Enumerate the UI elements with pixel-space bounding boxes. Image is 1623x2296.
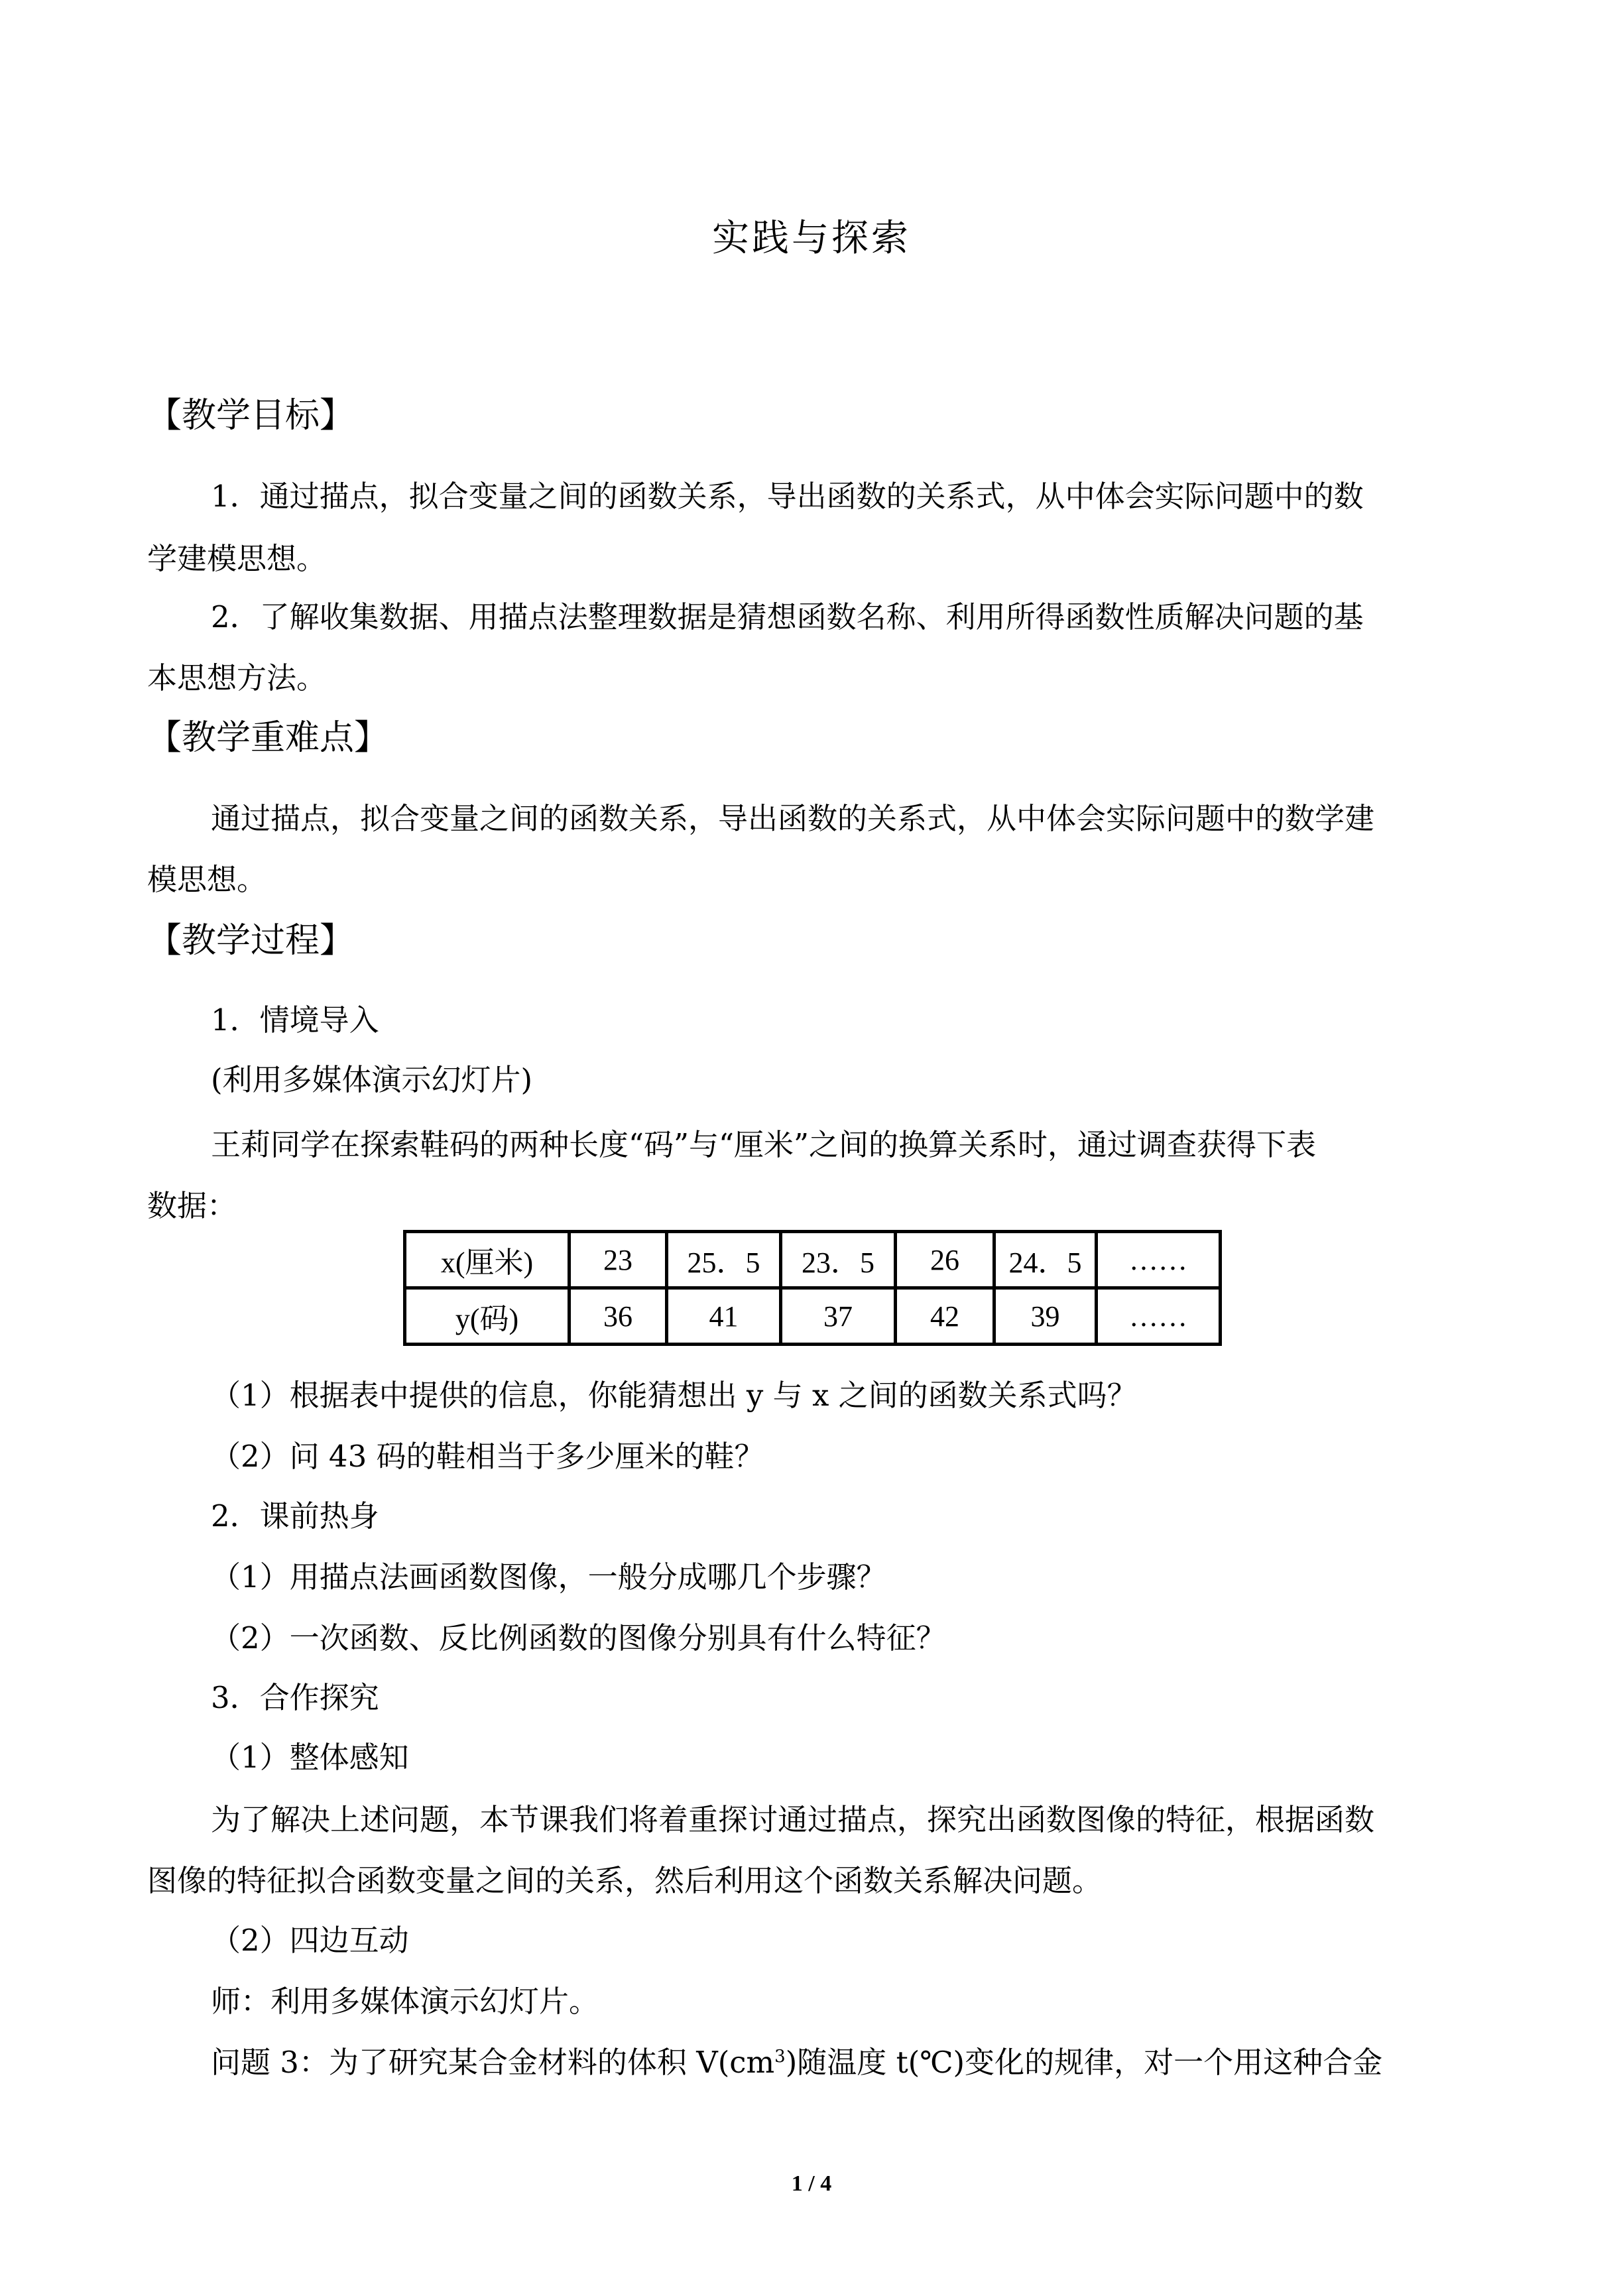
- objective-1-line1: 1．通过描点，拟合变量之间的函数关系，导出函数的关系式，从中体会实际问题中的数: [211, 479, 1364, 514]
- table-cell: 26: [896, 1232, 994, 1288]
- step3-subtitle-1: （1）整体感知: [211, 1740, 409, 1775]
- shoe-size-table: [403, 1230, 1222, 1346]
- objective-1-line2: 学建模思想。: [147, 541, 327, 576]
- heading-key-points: 【教学重难点】: [147, 718, 389, 758]
- problem-3-text: [211, 2038, 1477, 2087]
- table-cell: 37: [781, 1288, 896, 1345]
- table-header-y: y(码): [405, 1288, 570, 1345]
- key-points-line1: 通过描点，拟合变量之间的函数关系，导出函数的关系式，从中体会实际问题中的数学建: [211, 801, 1375, 836]
- table-cell: 25．5: [667, 1232, 781, 1288]
- heading-objectives: 【教学目标】: [147, 396, 355, 436]
- document-title: 实践与探索: [712, 217, 911, 260]
- step2-question-2: （2）一次函数、反比例函数的图像分别具有什么特征？: [211, 1620, 946, 1656]
- table-cell: 42: [896, 1288, 994, 1345]
- problem-3-prefix: 问题 3：为了研究某合金材料的体积 V(cm: [211, 2045, 775, 2080]
- table-row-x: [405, 1232, 1221, 1288]
- table-cell: 39: [994, 1288, 1097, 1345]
- objective-2-line2: 本思想方法。: [147, 660, 327, 695]
- table-cell: 36: [570, 1288, 667, 1345]
- step1-question-1: （1）根据表中提供的信息，你能猜想出 y 与 x 之间的函数关系式吗？: [211, 1378, 1137, 1413]
- table-cell: 24．5: [994, 1232, 1097, 1288]
- step2-title: 2．课前热身: [211, 1498, 379, 1534]
- step3-text-line1: 为了解决上述问题，本节课我们将着重探讨通过描点，探究出函数图像的特征，根据函数: [211, 1802, 1375, 1837]
- objective-2-line1: 2．了解收集数据、用描点法整理数据是猜想函数名称、利用所得函数性质解决问题的基: [211, 599, 1364, 634]
- step2-question-1: （1）用描点法画函数图像，一般分成哪几个步骤？: [211, 1559, 886, 1595]
- key-points-line2: 模思想。: [147, 862, 267, 897]
- table-cell-ellipsis: ……: [1097, 1232, 1221, 1288]
- table-cell: 23: [570, 1232, 667, 1288]
- table-row-y: [405, 1288, 1221, 1345]
- step1-title: 1．情境导入: [211, 1002, 379, 1038]
- step1-text-line2: 数据：: [147, 1188, 237, 1223]
- page-indicator: 1 / 4: [791, 2171, 832, 2196]
- step3-title: 3．合作探究: [211, 1680, 379, 1715]
- step1-question-2: （2）问 43 码的鞋相当于多少厘米的鞋？: [211, 1439, 764, 1474]
- table-header-x: x(厘米): [405, 1232, 570, 1288]
- step3-subtitle-2: （2）四边互动: [211, 1923, 409, 1958]
- step1-text-line1: 王莉同学在探索鞋码的两种长度“码”与“厘米”之间的换算关系时，通过调查获得下表: [211, 1127, 1317, 1162]
- problem-3-suffix: )随温度 t(℃)变化的规律，对一个用这种合金: [785, 2045, 1383, 2080]
- table-cell: 41: [667, 1288, 781, 1345]
- table-cell-ellipsis: ……: [1097, 1288, 1221, 1345]
- table-cell: 23．5: [781, 1232, 896, 1288]
- step1-note: (利用多媒体演示幻灯片): [211, 1062, 533, 1097]
- problem-3-superscript: 3: [774, 2047, 786, 2067]
- teacher-note: 师：利用多媒体演示幻灯片。: [211, 1984, 599, 2019]
- step3-text-line2: 图像的特征拟合函数变量之间的关系，然后利用这个函数关系解决问题。: [147, 1863, 1103, 1898]
- heading-process: 【教学过程】: [147, 921, 355, 961]
